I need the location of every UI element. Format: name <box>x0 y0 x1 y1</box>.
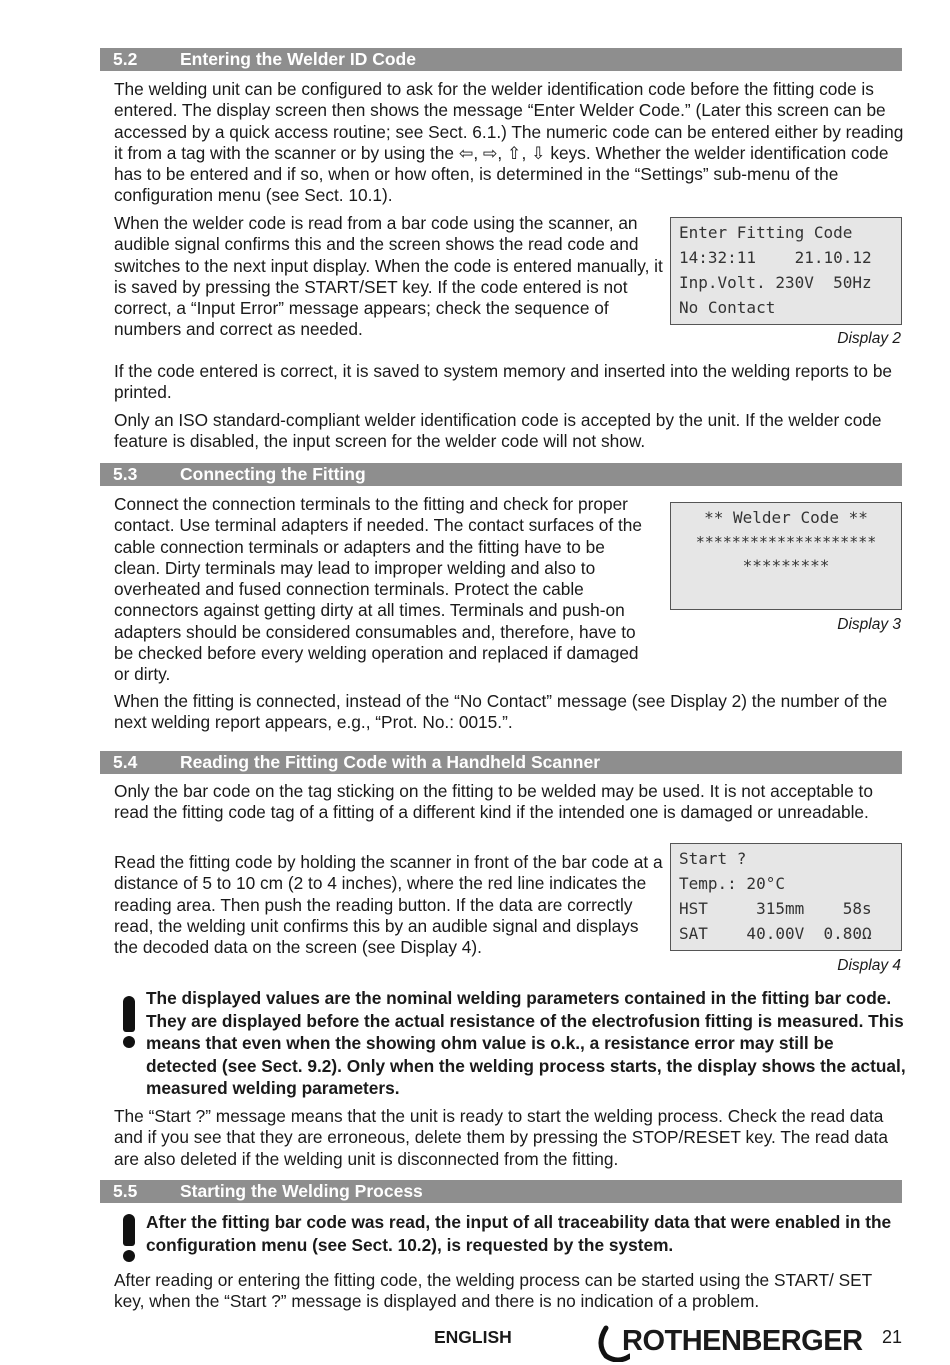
display-line: No Contact <box>679 298 776 317</box>
section-header-5-5 <box>100 1180 902 1203</box>
display-line: Start ? <box>679 849 747 868</box>
section-header-5-4 <box>100 751 902 774</box>
display-line: HST 315mm 58s <box>679 899 872 918</box>
exclamation-icon <box>120 996 138 1048</box>
paragraph: Only an ISO standard-compliant welder identification code is accepted by the unit. If the welder code feature is disabled, the input screen for the welder code will not show. <box>114 410 882 452</box>
brand-name: ROTHENBERGER <box>622 1325 863 1357</box>
display-4-screen <box>670 843 902 951</box>
display-line: Inp.Volt. 230V 50Hz <box>679 273 872 292</box>
section-number: 5.2 <box>113 49 138 69</box>
display-caption: Display 3 <box>837 616 901 633</box>
display-line: SAT 40.00V 0.80Ω <box>679 924 872 943</box>
display-line: ******************** <box>695 533 877 551</box>
warning-note: After the fitting bar code was read, the input of all traceability data that were enabled in the configuration menu (see Sect. 10.2), is requested by the system. <box>146 1212 892 1255</box>
page-number: 21 <box>882 1327 903 1347</box>
section-title: Starting the Welding Process <box>180 1181 423 1201</box>
display-line: ** Welder Code ** <box>704 508 868 527</box>
paragraph: If the code entered is correct, it is saved to system memory and inserted into the welding reports to be printed. <box>114 361 893 403</box>
exclamation-icon <box>120 1214 138 1262</box>
section-header-5-2 <box>100 48 902 71</box>
display-caption: Display 4 <box>837 957 901 974</box>
section-title: Reading the Fitting Code with a Handheld Scanner <box>180 752 601 772</box>
paragraph: When the welder code is read from a bar code using the scanner, an audible signal confirms this and the screen shows the read code and switches to the next input display. When the code is entered manually, it is saved by pressing the START/SET key. If the code entered is not correct, a “Input Error” message appears; check the sequence of numbers and correct as needed. <box>114 213 663 340</box>
display-line: Enter Fitting Code <box>679 223 853 242</box>
paragraph: Only the bar code on the tag sticking on the fitting to be welded may be used. It is not acceptable to read the fitting code tag of a fitting of a different kind if the intended one is damaged or unreadable. <box>114 781 873 823</box>
section-title: Connecting the Fitting <box>180 464 366 484</box>
section-header-5-3 <box>100 463 902 486</box>
display-caption: Display 2 <box>837 330 901 347</box>
display-line: 14:32:11 21.10.12 <box>679 248 872 267</box>
paragraph: When the fitting is connected, instead of the “No Contact” message (see Display 2) the number of the next welding report appears, e.g., “Prot. No.: 0015.”. <box>114 691 888 733</box>
paragraph: Connect the connection terminals to the fitting and check for proper contact. Use terminal adapters if needed. The contact surfaces of the cable connection terminals or adapters and the fitting have to be clean. Dirty terminals may lead to improper welding and also to overheated and fused connection terminals. Protect the cable connectors against getting dirty at all times. Terminals and push-on adapters should be considered consumables and, therefore, have to be checked before every welding operation and replaced if damaged or dirty. <box>114 494 643 685</box>
brand-logo <box>594 1322 863 1362</box>
warning-note: The displayed values are the nominal welding parameters contained in the fitting bar code. They are displayed before the actual resistance of the electrofusion fitting is measured. This means that even when the showing ohm value is o.k., a resistance error may still be detected (see Sect. 9.2). Only when the welding process starts, the display shows the actual, measured welding parameters. <box>146 988 906 1099</box>
display-2-screen <box>670 217 902 325</box>
section-number: 5.5 <box>113 1181 138 1201</box>
paragraph: Read the fitting code by holding the scanner in front of the bar code at a distance of 5 to 10 cm (2 to 4 inches), where the red line indicates the reading area. Then push the reading button. If the data are correctly read, the welding unit confirms this by an audible signal and displays the decoded data on the screen (see Display 4). <box>114 852 663 958</box>
display-3-screen <box>670 502 902 610</box>
section-title: Entering the Welder ID Code <box>180 49 416 69</box>
paragraph: After reading or entering the fitting code, the welding process can be started using the START/ SET key, when the “Start ?” message is displayed and there is no indication of a problem. <box>114 1270 872 1312</box>
paragraph: The “Start ?” message means that the unit is ready to start the welding process. Check the read data and if you see that they are erroneous, delete them by pressing the STOP/RESET key. The read data are also deleted if the welding unit is disconnected from the fitting. <box>114 1106 888 1169</box>
section-number: 5.3 <box>113 464 138 484</box>
display-line: Temp.: 20°C <box>679 874 785 893</box>
section-number: 5.4 <box>113 752 138 772</box>
display-line: ********* <box>742 556 830 575</box>
paragraph: The welding unit can be configured to ask for the welder identification code before the fitting code is entered. The display screen then shows the message “Enter Welder Code.” (Later this screen can be accessed by a quick access routine; see Sect. 6.1.) The numeric code can be entered either by reading it from a tag with the scanner or by using the ⇦, ⇨, ⇧, ⇩ keys. Whether the welder identification code has to be entered and if so, when or how often, is determined in the “Settings” sub-menu of the configuration menu (see Sect. 10.1). <box>114 79 904 206</box>
footer-language: ENGLISH <box>434 1327 512 1347</box>
